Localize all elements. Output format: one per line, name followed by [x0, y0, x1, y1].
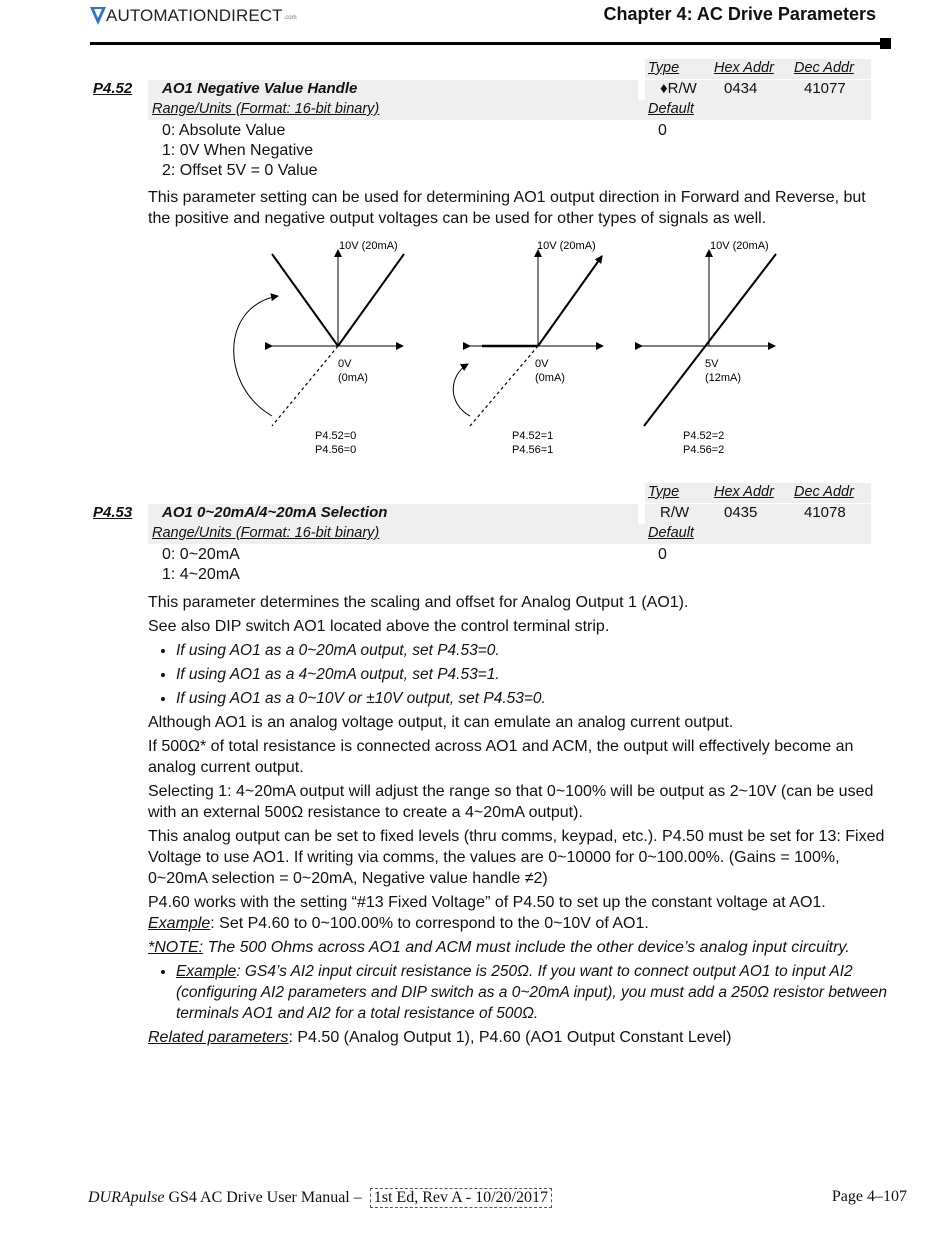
p453-range-label: Range/Units (Format: 16-bit binary)	[152, 525, 380, 541]
graph-2-caption-2: P4.56=1	[512, 444, 554, 456]
graph-3-top-label: 10V (20mA)	[710, 240, 769, 252]
graph-2-origin-label-2: (0mA)	[535, 372, 565, 384]
graph-1-origin-label-2: (0mA)	[338, 372, 368, 384]
graph-3-caption-1: P4.52=2	[683, 430, 725, 442]
p453-related	[148, 1027, 888, 1048]
chapter-title: Chapter 4: AC Drive Parameters	[603, 4, 876, 24]
graph-3-origin-label-1: 5V	[705, 358, 719, 370]
graph-3-origin-label-2: (12mA)	[705, 372, 742, 384]
p452-dec-addr: 41077	[804, 80, 846, 97]
p453-bullet-1: • If using AO1 as a 0~20mA output, set P4.53=0.	[176, 640, 888, 661]
p452-range-label: Range/Units (Format: 16-bit binary)	[152, 101, 380, 117]
p453-note-example-text: : GS4’s AI2 input circuit resistance is 250Ω. If you want to connect output AO1 to input AI2 (configuring AI2 parameters and DIP switch as a 0~20mA input), you must add a 250Ω resistor between terminals AO1 and AI2 for a total resistance of 500Ω.	[176, 963, 887, 1022]
p453-para-4: If 500Ω* of total resistance is connected across AO1 and ACM, the output will effectively become an analog current output.	[148, 738, 854, 776]
graph-1-top-label: 10V (20mA)	[339, 240, 398, 252]
p452-dec-header: Dec Addr	[794, 60, 854, 76]
p453-dec-addr: 41078	[804, 504, 846, 521]
p453-hex-header: Hex Addr	[714, 484, 774, 500]
p453-bullet-3: • If using AO1 as a 0~10V or ±10V output, set P4.53=0.	[176, 688, 888, 709]
p453-related-text: : P4.50 (Analog Output 1), P4.60 (AO1 Output Constant Level)	[288, 1029, 732, 1046]
p453-para-1: This parameter determines the scaling and offset for Analog Output 1 (AO1).	[148, 594, 689, 611]
p452-description	[148, 187, 888, 232]
p453-example-label: Example	[148, 915, 211, 932]
graph-2-top-label: 10V (20mA)	[537, 240, 596, 252]
p453-bullet-list	[148, 640, 888, 709]
p452-default-value: 0	[658, 122, 667, 139]
logo-suffix: .com	[283, 15, 297, 21]
p453-type-header: Type	[648, 484, 680, 500]
p452-param-id: P4.52	[93, 80, 133, 97]
graph-3-offset-line	[644, 254, 776, 426]
ao1-output-diagram	[220, 236, 820, 462]
p453-note	[148, 937, 888, 958]
p452-option-2: 2: Offset 5V = 0 Value	[162, 162, 318, 179]
p452-type-header: Type	[648, 60, 680, 76]
graph-2-caption-1: P4.52=1	[512, 430, 554, 442]
graph-1-negative-dashed	[272, 346, 338, 426]
p453-option-1: 1: 4~20mA	[162, 566, 240, 583]
footer-manual-name: GS4 AC Drive User Manual –	[164, 1189, 366, 1206]
footer-manual-title	[88, 1188, 552, 1208]
p453-param-id: P4.53	[93, 504, 133, 521]
p453-default-value: 0	[658, 546, 667, 563]
header-rule-end-square	[880, 38, 891, 49]
p453-para-2: See also DIP switch AO1 located above the control terminal strip.	[148, 618, 610, 635]
header-rule	[90, 42, 884, 45]
company-logo	[90, 5, 297, 27]
p452-option-1: 1: 0V When Negative	[162, 142, 314, 159]
graph-1-origin-label-1: 0V	[338, 358, 352, 370]
p453-param-name: AO1 0~20mA/4~20mA Selection	[162, 504, 388, 521]
p453-hex-addr: 0435	[724, 504, 758, 521]
footer-brand: DURApulse	[88, 1189, 165, 1206]
footer-edition: 1st Ed, Rev A - 10/20/2017	[370, 1188, 552, 1208]
p453-dec-header: Dec Addr	[794, 484, 854, 500]
p453-option-0: 0: 0~20mA	[162, 546, 240, 563]
p452-hex-addr: 0434	[724, 80, 758, 97]
graph-1-positive-line	[338, 254, 404, 346]
graph-1-curved-arrow	[234, 296, 278, 416]
p453-note-label: *NOTE:	[148, 939, 204, 956]
p453-note-example	[176, 961, 888, 1024]
p453-para-7-text: P4.60 works with the setting “#13 Fixed Voltage” of P4.50 to set up the constant voltage at AO1.	[148, 894, 826, 911]
p453-note-example-label: Example	[176, 963, 237, 980]
footer-page-number: Page 4–107	[831, 1188, 907, 1205]
p452-default-label: Default	[648, 101, 694, 117]
p453-para-3: Although AO1 is an analog voltage output, it can emulate an analog current output.	[148, 714, 734, 731]
graph-2-curved-arrow	[453, 364, 470, 416]
graph-2-negative-dashed	[470, 346, 538, 426]
graph-3	[642, 250, 776, 426]
p453-para-6: This analog output can be set to fixed levels (thru comms, keypad, etc.). P4.50 must be set for 13: Fixed Voltage to use AO1. If writing via comms, the values are 0~10000 for 0~100.00%. (Gains = 100%, 0~20mA selection = 0~20mA, Negative value handle ≠2)	[148, 828, 885, 887]
p452-description-text: This parameter setting can be used for determining AO1 output direction in Forward and Reverse, but the positive and negative output voltages can be used for other types of signals as well.	[148, 189, 866, 227]
graph-1-mirrored-line	[272, 254, 338, 346]
logo-v-icon	[90, 7, 106, 25]
graph-1-caption-2: P4.56=0	[315, 444, 357, 456]
p452-option-0: 0: Absolute Value	[162, 122, 286, 139]
graph-1-caption-1: P4.52=0	[315, 430, 357, 442]
graph-2-positive-line	[538, 256, 602, 346]
p453-note-text: The 500 Ohms across AO1 and ACM must include the other device’s analog input circuitry.	[203, 939, 850, 956]
p453-note-list	[148, 961, 888, 1024]
graph-1	[234, 250, 404, 426]
p453-para-7	[148, 892, 888, 934]
p453-description	[148, 592, 888, 1051]
p452-type: ♦R/W	[660, 80, 697, 97]
p453-bullet-2: • If using AO1 as a 4~20mA output, set P4.53=1.	[176, 664, 888, 685]
graph-2	[453, 250, 603, 426]
logo-text: AUTOMATIONDIRECT	[106, 6, 283, 25]
graph-3-caption-2: P4.56=2	[683, 444, 725, 456]
p453-related-label: Related parameters	[148, 1029, 289, 1046]
p452-hex-header: Hex Addr	[714, 60, 774, 76]
p452-param-name: AO1 Negative Value Handle	[162, 80, 358, 97]
p453-type: R/W	[660, 504, 690, 521]
p453-para-5: Selecting 1: 4~20mA output will adjust the range so that 0~100% will be output as 2~10V (can be used with an external 500Ω resistance to create a 4~20mA output).	[148, 783, 874, 821]
p453-default-label: Default	[648, 525, 694, 541]
graph-2-origin-label-1: 0V	[535, 358, 549, 370]
p453-example-text: : Set P4.60 to 0~100.00% to correspond to the 0~10V of AO1.	[210, 915, 649, 932]
